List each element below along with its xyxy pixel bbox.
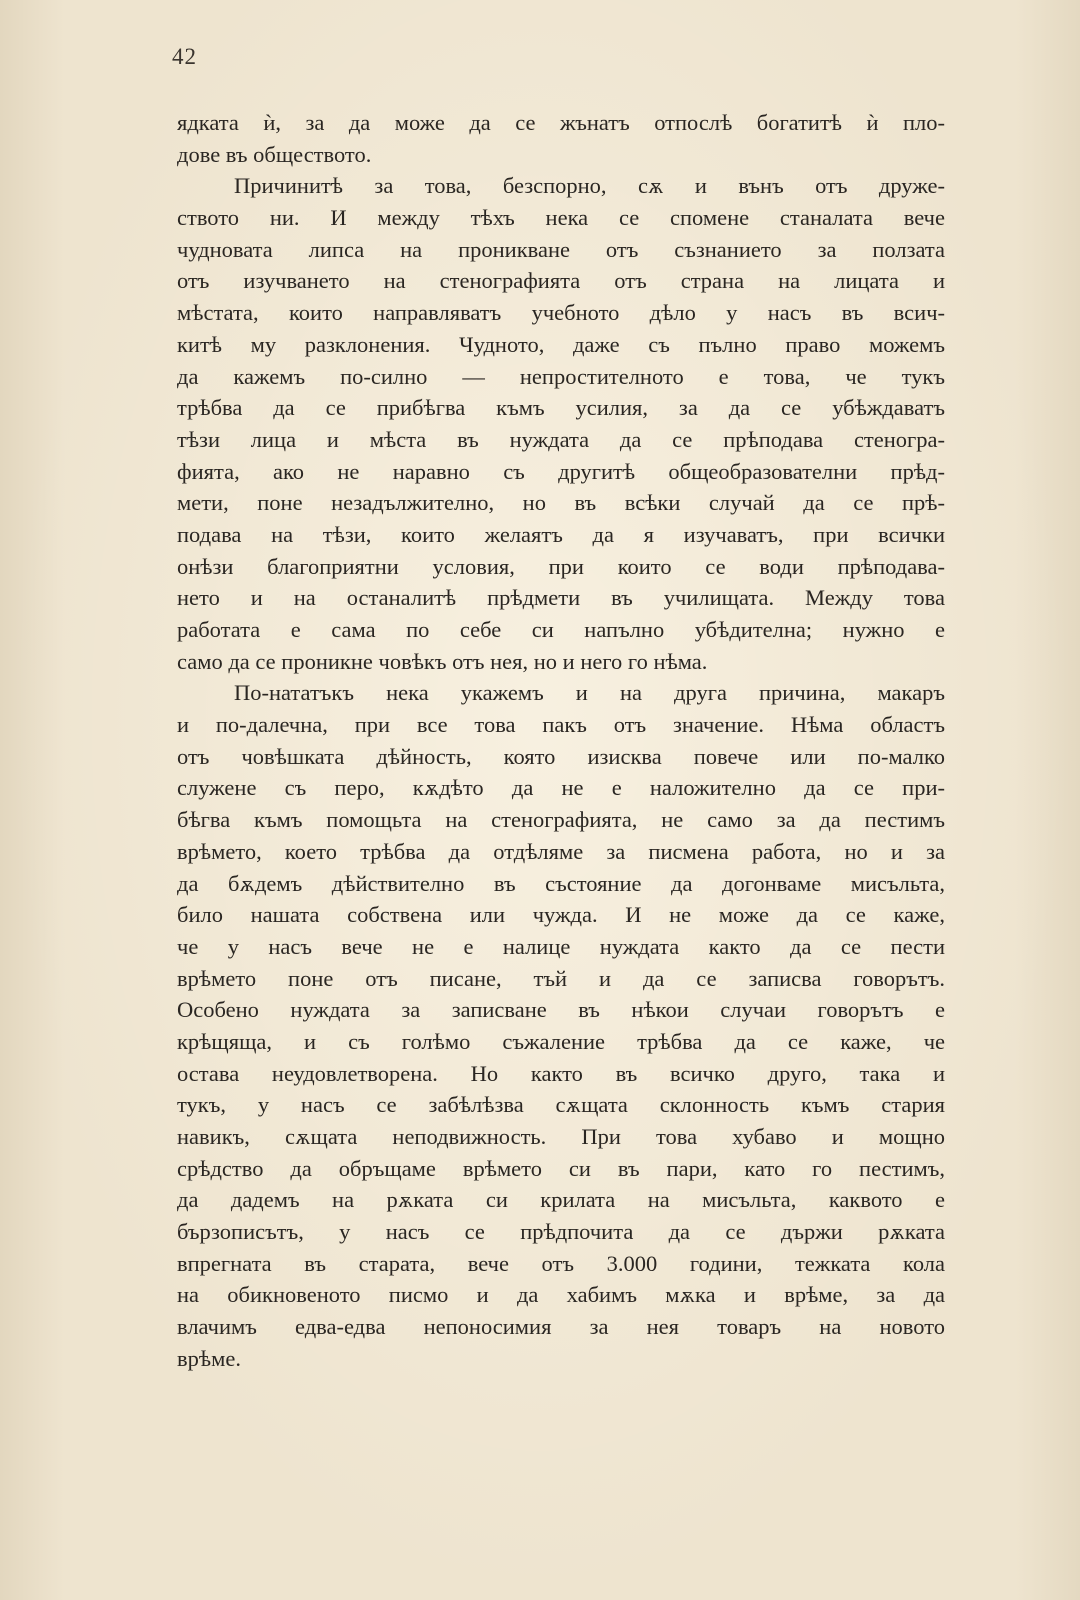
text-line: Причинитѣ за това, безспорно, сѫ и вънъ отъ друже- [234,173,945,199]
text-line: на обикновеното писмо и да хабимъ мѫка и врѣме, за да [177,1282,945,1308]
text-line: срѣдство да обръщаме врѣмето си въ пари, като го пестимъ, [177,1155,945,1181]
text-line: само да се проникне човѣкъ отъ нея, но и него го нѣма. [177,648,708,674]
text-line: и по-далечна, при все това пакъ отъ значение. Нѣма областъ [177,712,945,738]
text-line: работата е сама по себе си напълно убѣдителна; нужно е [177,617,945,642]
text-line: бързописътъ, у насъ се прѣдпочита да се държи рѫката [177,1219,945,1245]
text-line: отъ изучването на стенографията отъ страна на лицата и [177,268,945,294]
text-line: тукъ, у насъ се забѣлѣзва сѫщата склонность къмъ стария [177,1092,945,1118]
text-line: фията, ако не наравно съ другитѣ общеобразователни прѣд- [177,458,945,484]
text-line: врѣмето, което трѣбва да отдѣляме за писмена работа, но и за [177,838,945,864]
text-line: подава на тѣзи, които желаятъ да я изучаватъ, при всички [177,521,945,547]
text-line: онѣзи благоприятни условия, при които се води прѣподава- [177,553,945,579]
text-line: мѣстата, които направляватъ учебното дѣло у насъ въ всич- [177,300,945,326]
text-line: крѣщяща, и съ голѣмо съжаление трѣбва да се каже, че [177,1028,945,1054]
text-line: трѣбва да се прибѣгва къмъ усилия, за да се убѣждаватъ [177,395,945,421]
text-line: мети, поне незадължително, но въ всѣки случай да се прѣ- [177,490,945,516]
text-line: дове въ обществото. [177,141,372,167]
text-line: служене съ перо, кѫдѣто да не е наложително да се при- [177,775,945,801]
text-line: отъ човѣшката дѣйность, която изисква повече или по-малко [177,743,945,769]
text-line: китѣ му разклонения. Чудното, даже съ пълно право можемъ [177,331,945,357]
page-number: 42 [172,44,197,69]
text-line: Особено нуждата за записване въ нѣкои случаи говорътъ е [177,997,945,1023]
text-line: ядката ѝ, за да може да се жънатъ отпослѣ богатитѣ ѝ пло- [177,110,945,135]
text-line: нето и на останалитѣ прѣдмети въ училищата. Между това [177,585,945,611]
text-line: било нашата собствена или чужда. И не може да се каже, [177,902,945,928]
text-line: врѣмето поне отъ писане, тъй и да се записва говорътъ. [177,965,945,991]
text-line: влачимъ едва-едва непоносимия за нея товаръ на новото [177,1314,945,1340]
text-line: навикъ, сѫщата неподвижность. При това хубаво и мощно [177,1124,945,1149]
body-text [177,107,945,1375]
text-line: чудновата липса на проникване отъ съзнанието за ползата [177,236,945,262]
text-line: да кажемъ по-силно — непростителното е това, че тукъ [177,363,945,389]
text-line: да бѫдемъ дѣйствително въ състояние да догонваме мисъльта, [177,870,945,896]
text-line: да дадемъ на рѫката си крилата на мисъльта, каквото е [177,1187,945,1213]
text-line: ството ни. И между тѣхъ нека се спомене станалата вече [177,205,945,231]
text-line: остава неудовлетворена. Но както въ всичко друго, така и [177,1060,945,1086]
text-line: тѣзи лица и мѣста въ нуждата да се прѣподава стеногра- [177,426,945,452]
text-line: бѣгва къмъ помощьта на стенографията, не само за да пестимъ [177,807,945,833]
text-line: врѣме. [177,1345,241,1371]
text-line: впрегната въ старата, вече отъ 3.000 години, тежката кола [177,1250,945,1276]
text-line: По-нататъкъ нека укажемъ и на друга причина, макаръ [234,680,945,706]
text-line: че у насъ вече не е налице нуждата както да се пести [177,933,945,959]
